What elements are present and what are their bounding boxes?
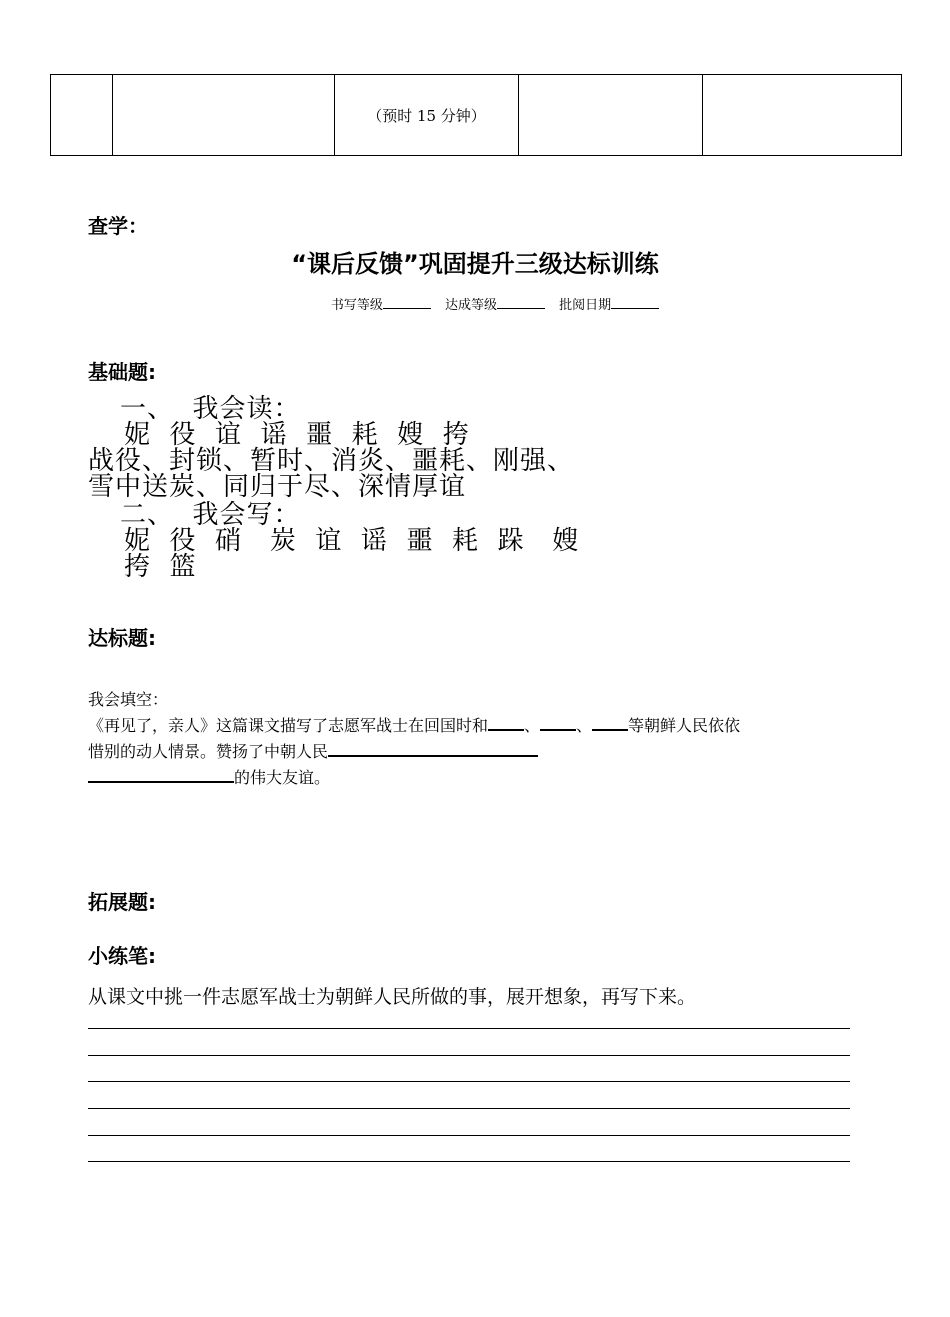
writing-line-4[interactable] bbox=[88, 1108, 850, 1109]
fill-sep-2: 、 bbox=[576, 716, 593, 735]
read-chars: 妮 役 谊 谣 噩 耗 嫂 挎 bbox=[124, 420, 470, 450]
page-title: “课后反馈”巩固提升三级达标训练 bbox=[291, 250, 659, 278]
writing-grade-blank[interactable] bbox=[383, 296, 431, 309]
fill-text-2: 惜别的动人情景。赞扬了中朝人民 bbox=[88, 742, 329, 761]
writing-line-1[interactable] bbox=[88, 1028, 850, 1029]
chaxue-label: 查学： bbox=[88, 214, 148, 238]
write-chars-1: 妮 役 硝 炭 谊 谣 噩 耗 跺 嫂 bbox=[124, 526, 580, 556]
fill-blank-4[interactable] bbox=[328, 739, 538, 757]
practice-prompt: 从课文中挑一件志愿军战士为朝鲜人民所做的事，展开想象，再写下来。 bbox=[88, 986, 697, 1008]
fill-line-3 bbox=[88, 765, 878, 791]
fill-blank-3[interactable] bbox=[592, 713, 628, 731]
writing-line-6[interactable] bbox=[88, 1161, 850, 1162]
write-chars-2: 挎 篮 bbox=[124, 552, 197, 582]
review-date-blank[interactable] bbox=[611, 296, 659, 309]
writing-line-2[interactable] bbox=[88, 1055, 850, 1056]
header-cell-time: （预时 15 分钟） bbox=[335, 75, 519, 156]
header-cell-4 bbox=[519, 75, 703, 156]
read-heading: 一、 我会读： bbox=[120, 394, 301, 424]
achieve-grade-blank[interactable] bbox=[497, 296, 545, 309]
fill-label: 我会填空： bbox=[88, 690, 169, 709]
fill-blank-5[interactable] bbox=[88, 765, 234, 783]
fill-blank-2[interactable] bbox=[540, 713, 576, 731]
practice-heading: 小练笔: bbox=[88, 944, 156, 968]
fill-blank-1[interactable] bbox=[488, 713, 524, 731]
fill-section bbox=[88, 687, 878, 791]
fill-text-1a: 《再见了，亲人》这篇课文描写了志愿军战士在回国时和 bbox=[88, 716, 489, 735]
header-cell-2 bbox=[113, 75, 335, 156]
writing-line-3[interactable] bbox=[88, 1081, 850, 1082]
fill-text-1b: 等朝鲜人民依依 bbox=[628, 716, 741, 735]
fill-text-3: 的伟大友谊。 bbox=[234, 768, 331, 787]
header-table bbox=[50, 74, 902, 156]
basic-heading: 基础题: bbox=[88, 360, 156, 384]
write-heading: 二、 我会写： bbox=[120, 500, 301, 530]
writing-grade-label: 书写等级 bbox=[330, 298, 383, 313]
writing-line-5[interactable] bbox=[88, 1135, 850, 1136]
standard-heading: 达标题: bbox=[88, 626, 156, 650]
fill-line-1 bbox=[88, 713, 878, 739]
header-cell-5 bbox=[703, 75, 902, 156]
achieve-grade-label: 达成等级 bbox=[444, 298, 497, 313]
read-words-1: 战役、封锁、暂时、消炎、噩耗、刚强、 bbox=[88, 446, 575, 476]
fill-sep-1: 、 bbox=[524, 716, 541, 735]
grade-line bbox=[0, 294, 950, 313]
fill-line-2 bbox=[88, 739, 878, 765]
read-words-2: 雪中送炭、同归于尽、深情厚谊 bbox=[88, 472, 467, 502]
header-cell-1 bbox=[51, 75, 113, 156]
extend-heading: 拓展题: bbox=[88, 890, 156, 914]
review-date-label: 批阅日期 bbox=[559, 298, 612, 313]
